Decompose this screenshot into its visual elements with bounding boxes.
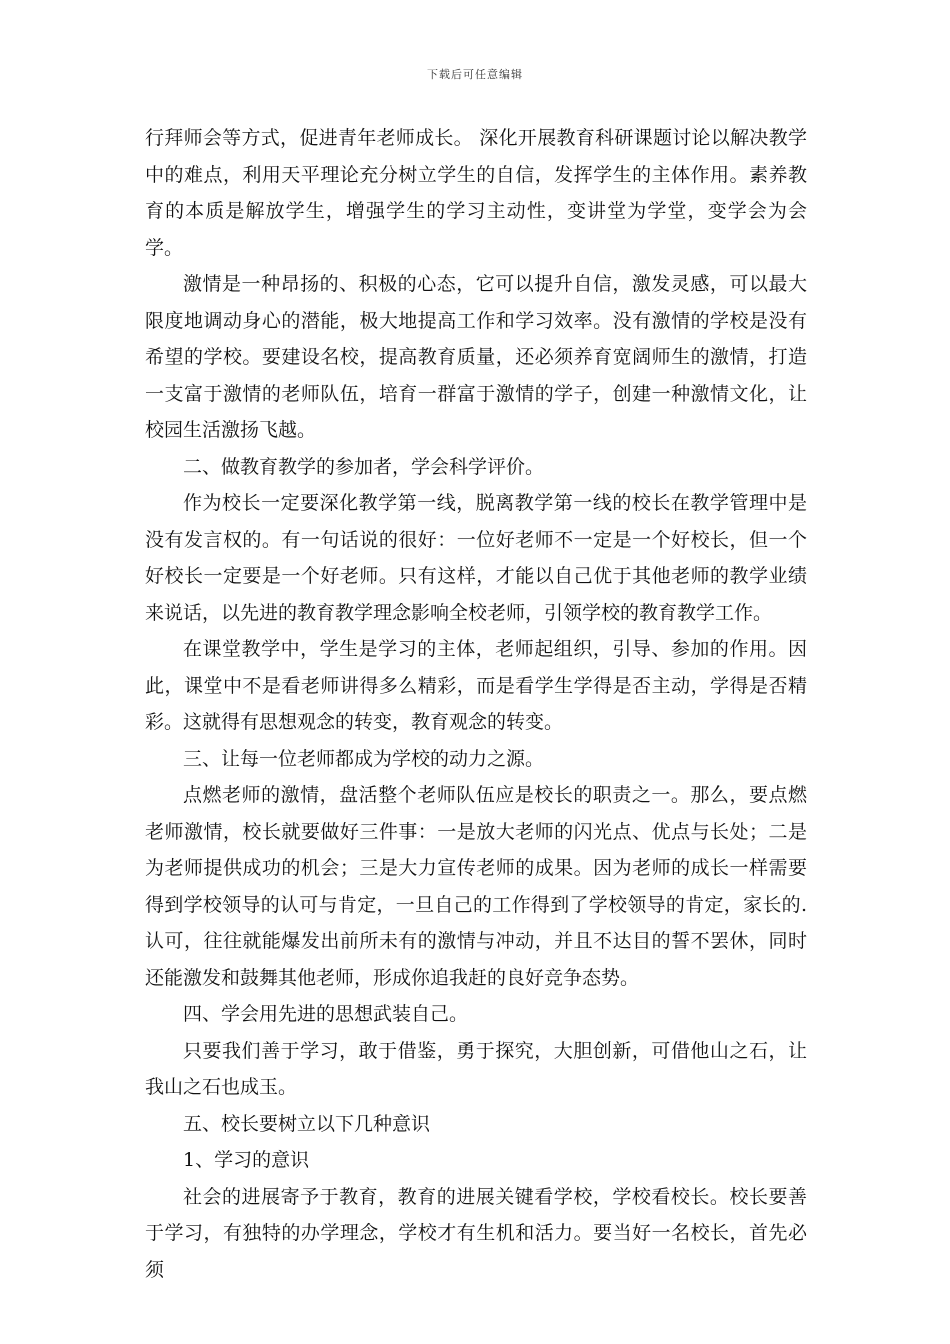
paragraph: 行拜师会等方式，促进青年老师成长。 深化开展教育科研课题讨论以解决教学中的难点，利用天平理论充分树立学生的自信，发挥学生的主体作用。素养教育的本质是解放学生，增强学生的学习主动性，变讲堂为学堂，变学会为会学。 <box>145 127 807 259</box>
paragraph: 在课堂教学中，学生是学习的主体，老师起组织，引导、参加的作用。因此，课堂中不是看老师讲得多么精彩，而是看学生学得是否主动，学得是否精彩。这就得有思想观念的转变，教育观念的转变。 <box>145 638 807 733</box>
body-text <box>145 120 807 1288</box>
section-heading: 二、做教育教学的参加者，学会科学评价。 <box>183 455 545 478</box>
section-heading: 四、学会用先进的思想武装自己。 <box>183 1003 469 1025</box>
header-note: 下载后可任意编辑 <box>427 68 523 81</box>
paragraph: 社会的进展寄予于教育，教育的进展关键看学校，学校看校长。校长要善于学习，有独特的办学理念，学校才有生机和活力。要当好一名校长，首先必须 <box>145 1185 807 1281</box>
paragraph: 激情是一种昂扬的、积极的心态，它可以提升自信，激发灵感，可以最大限度地调动身心的潜能，极大地提高工作和学习效率。没有激情的学校是没有希望的学校。要建设名校，提高教育质量，还必须养育宽阔师生的激情，打造一支富于激情的老师队伍，培育一群富于激情的学子，创建一种激情文化，让校园生活激扬飞越。 <box>145 273 807 441</box>
paragraph: 点燃老师的激情，盘活整个老师队伍应是校长的职责之一。那么，要点燃老师激情，校长就要做好三件事：一是放大老师的闪光点、优点与长处；二是为老师提供成功的机会；三是大力宣传老师的成果。因为老师的成长一样需要得到学校领导的认可与肯定，一旦自己的工作得到了学校领导的肯定，家长的.认可，往往就能爆发出前所未有的激情与冲动，并且不达目的誓不罢休，同时还能激发和鼓舞其他老师，形成你追我赶的良好竞争态势。 <box>145 784 807 989</box>
section-heading: 五、校长要树立以下几种意识 <box>183 1112 431 1135</box>
paragraph: 作为校长一定要深化教学第一线，脱离教学第一线的校长在教学管理中是没有发言权的。有一句话说的很好：一位好老师不一定是一个好校长，但一个好校长一定要是一个好老师。只有这样，才能以自己优于其他老师的教学业绩来说话，以先进的教育教学理念影响全校老师，引领学校的教育教学工作。 <box>145 492 807 624</box>
subsection-heading: 1、学习的意识 <box>183 1149 310 1171</box>
section-heading: 三、让每一位老师都成为学校的动力之源。 <box>183 747 545 770</box>
paragraph: 只要我们善于学习，敢于借鉴，勇于探究，大胆创新，可借他山之石，让我山之石也成玉。 <box>145 1039 807 1098</box>
